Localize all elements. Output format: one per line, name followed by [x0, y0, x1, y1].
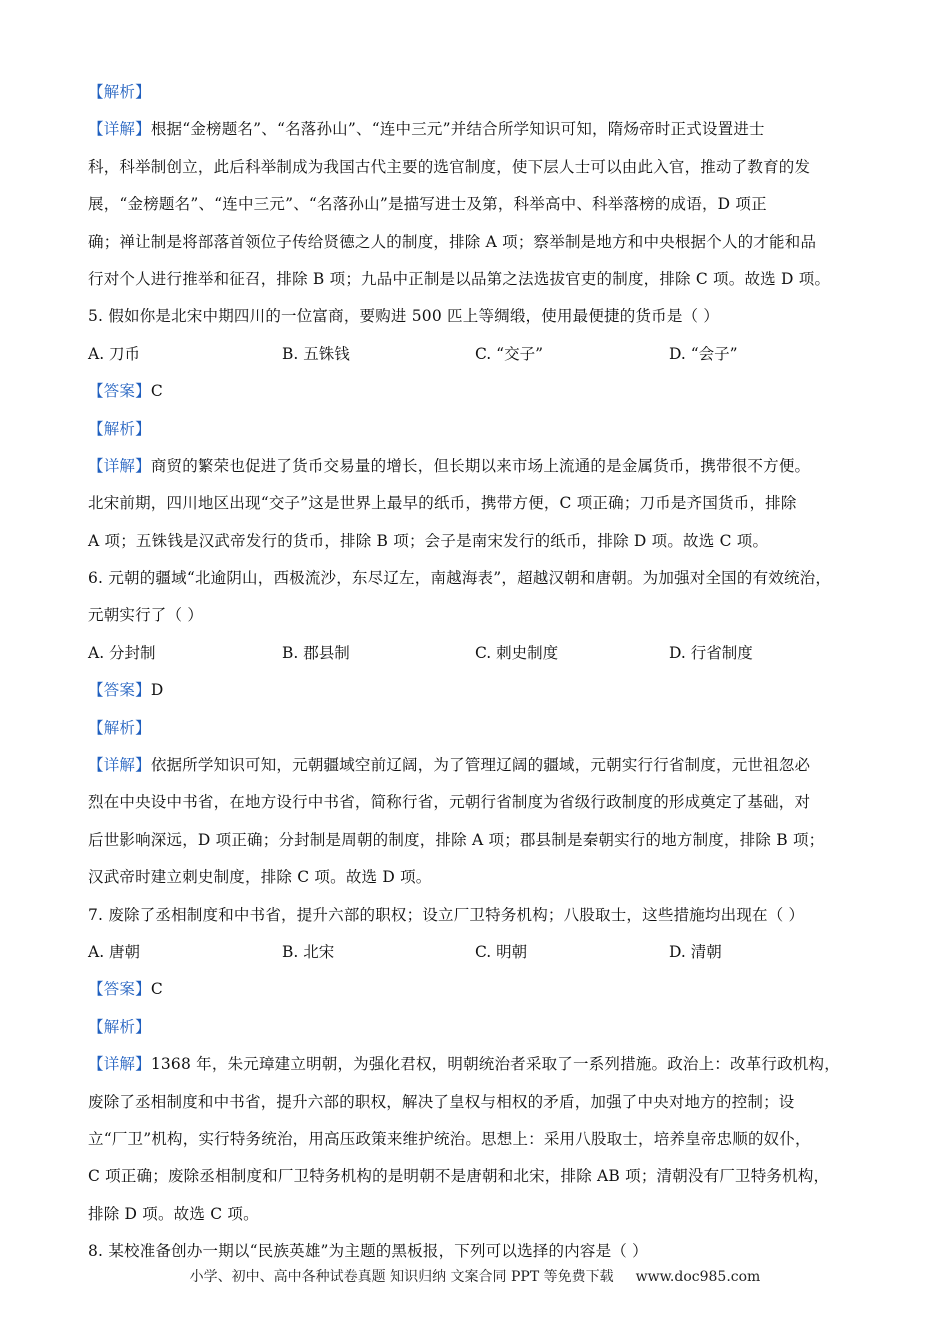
q4-detail-line-2: 科，科举制创立，此后科举制成为我国古代主要的选官制度，使下层人士可以由此入官，推动了教育的发: [88, 157, 811, 176]
q4-analysis-heading: [88, 74, 868, 111]
page-footer: [0, 1266, 950, 1286]
answer-tag: 【答案】: [88, 980, 151, 999]
q5-option-a: A. 刀币: [88, 344, 141, 363]
q7-option-c: C. 明朝: [475, 942, 528, 961]
detail-tag: 【详解】: [88, 756, 151, 775]
q5-option-c: C. “交子”: [475, 344, 544, 363]
q5-option-b: B. 五铢钱: [282, 344, 350, 363]
analysis-tag: 【解析】: [88, 83, 151, 101]
detail-tag: 【详解】: [88, 120, 151, 139]
q7-options: [88, 934, 868, 971]
q6-answer: [88, 672, 868, 709]
q4-detail-line-5: 行对个人进行推举和征召，排除 B 项；九品中正制是以品第之法选拔官吏的制度，排除 C 项。故选 D 项。: [88, 269, 831, 288]
q6-option-a: A. 分封制: [88, 643, 156, 662]
q5-options: [88, 336, 868, 373]
q6-detail-line-4: 汉武帝时建立刺史制度，排除 C 项。故选 D 项。: [88, 868, 432, 887]
q6-detail-line-3: 后世影响深远，D 项正确；分封制是周朝的制度，排除 A 项；郡县制是秦朝实行的地方制度，排除 B 项；: [88, 830, 825, 849]
q7-option-d: D. 清朝: [669, 942, 722, 961]
q6-question-line-2: 元朝实行了（ ）: [88, 606, 204, 625]
q7-detail-line-5: 排除 D 项。故选 C 项。: [88, 1204, 259, 1223]
footer-url[interactable]: www.doc985.com: [635, 1269, 761, 1285]
answer-tag: 【答案】: [88, 681, 151, 700]
q5-detail-line-3: A 项；五铢钱是汉武帝发行的货币，排除 B 项；会子是南宋发行的纸币，排除 D 项。故选 C 项。: [88, 531, 769, 550]
q4-detail-line-1: 【详解】根据“金榜题名”、“名落孙山”、“连中三元”并结合所学知识可知，隋炀帝时正式设置进士: [88, 120, 765, 139]
detail-tag: 【详解】: [88, 456, 151, 475]
q6-detail-line-2: 烈在中央设中书省，在地方设行中书省，简称行省，元朝行省制度为省级行政制度的形成奠定了基础，对: [88, 793, 811, 812]
q7-answer: [88, 971, 868, 1008]
analysis-tag: 【解析】: [88, 1017, 151, 1036]
q7-option-a: A. 唐朝: [88, 942, 141, 961]
q7-detail-line-3: 立“厂卫”机构，实行特务统治，用高压政策来维护统治。思想上：采用八股取士，培养皇帝忠顺的奴仆，: [88, 1129, 811, 1148]
q6-analysis-heading: [88, 710, 868, 747]
q5-answer-value: C: [150, 382, 163, 401]
q4-detail-line-3: 展，“金榜题名”、“连中三元”、“名落孙山”是描写进士及第，科举高中、科举落榜的成语，D 项正: [88, 195, 767, 214]
q7-option-b: B. 北宋: [282, 942, 335, 961]
q5-option-d: D. “会子”: [669, 344, 738, 363]
document-content: [88, 74, 868, 1271]
q8-question: 8. 某校准备创办一期以“民族英雄”为主题的黑板报，下列可以选择的内容是（ ）: [88, 1242, 648, 1261]
footer-text: 小学、初中、高中各种试卷真题 知识归纳 文案合同 PPT 等免费下载: [189, 1269, 614, 1285]
q5-analysis-heading: [88, 411, 868, 448]
q4-detail-line-4: 确；禅让制是将部落首领位子传给贤德之人的制度，排除 A 项；察举制是地方和中央根据个人的才能和品: [88, 232, 817, 251]
analysis-tag: 【解析】: [88, 419, 151, 438]
detail-tag: 【详解】: [88, 1055, 151, 1074]
q6-option-b: B. 郡县制: [282, 643, 350, 662]
q7-question: 7. 废除了丞相制度和中书省，提升六部的职权；设立厂卫特务机构；八股取士，这些措施均出现在（ ）: [88, 905, 805, 924]
q7-analysis-heading: [88, 1009, 868, 1046]
q6-detail-line-1: 【详解】依据所学知识可知，元朝疆域空前辽阔，为了管理辽阔的疆域，元朝实行行省制度，元世祖忽必: [88, 756, 811, 775]
q7-detail-line-1: 【详解】1368 年，朱元璋建立明朝，为强化君权，明朝统治者采取了一系列措施。政治上：改革行政机构，: [88, 1055, 840, 1074]
q5-answer: [88, 373, 868, 410]
q5-question: 5. 假如你是北宋中期四川的一位富商，要购进 500 匹上等绸缎，使用最便捷的货币是（ ）: [88, 307, 720, 326]
q6-question-line-1: 6. 元朝的疆域“北逾阴山，西极流沙，东尽辽左，南越海表”，超越汉朝和唐朝。为加强对全国的有效统治，: [88, 569, 832, 588]
q6-answer-value: D: [150, 681, 164, 700]
q6-option-d: D. 行省制度: [669, 643, 753, 662]
analysis-tag: 【解析】: [88, 718, 151, 737]
answer-tag: 【答案】: [88, 382, 151, 401]
q7-answer-value: C: [150, 980, 163, 999]
q5-detail-line-2: 北宋前期，四川地区出现“交子”这是世界上最早的纸币，携带方便，C 项正确；刀币是齐国货币，排除: [88, 494, 797, 513]
q7-detail-line-4: C 项正确；废除丞相制度和厂卫特务机构的是明朝不是唐朝和北宋，排除 AB 项；清朝没有厂卫特务机构，: [88, 1167, 830, 1186]
q6-options: [88, 635, 868, 672]
q5-detail-line-1: 【详解】商贸的繁荣也促进了货币交易量的增长，但长期以来市场上流通的是金属货币，携带很不方便。: [88, 456, 811, 475]
q7-detail-line-2: 废除了丞相制度和中书省，提升六部的职权，解决了皇权与相权的矛盾，加强了中央对地方的控制；设: [88, 1092, 795, 1111]
q6-option-c: C. 刺史制度: [475, 643, 559, 662]
